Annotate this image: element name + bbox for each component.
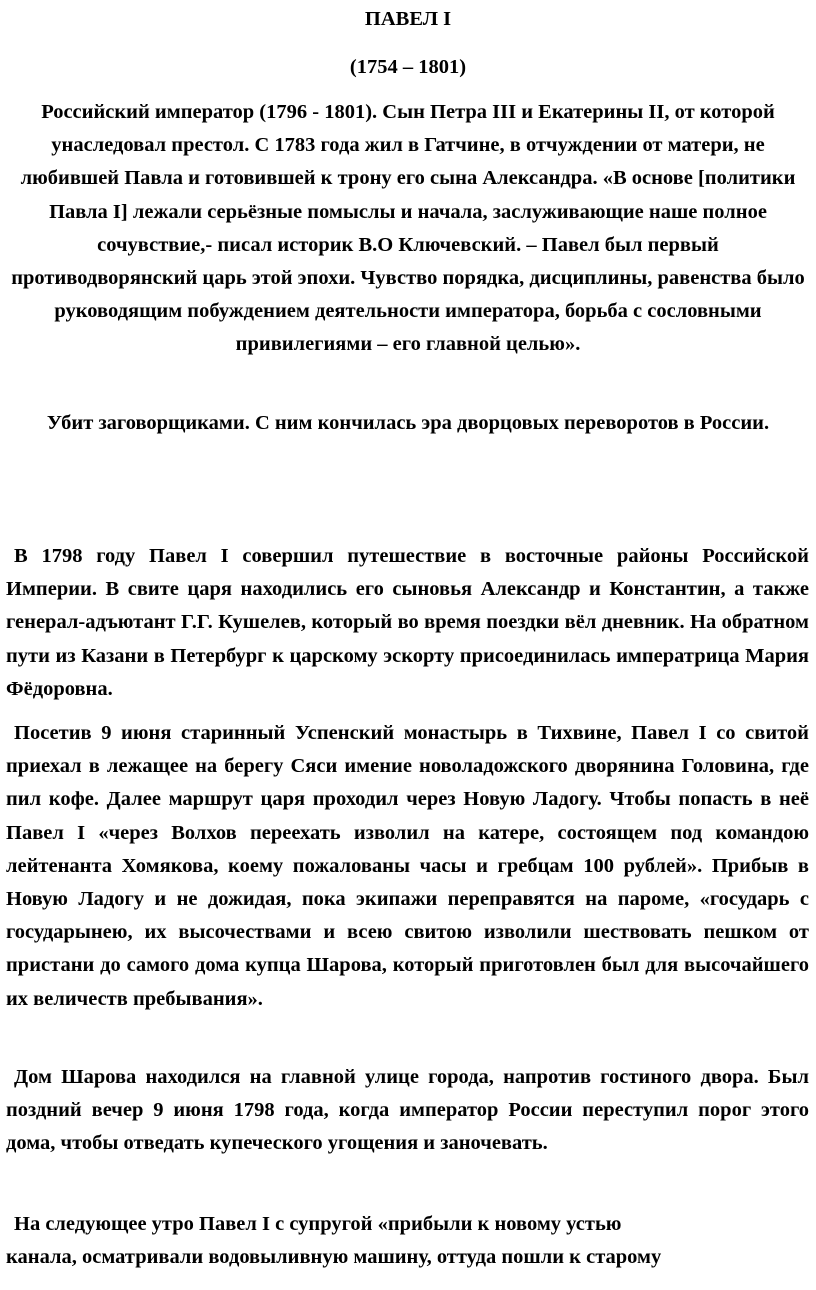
document-title: ПАВЕЛ I [364,8,452,30]
document-years: (1754 – 1801) [349,56,467,78]
body-paragraph-3: Дом Шарова находился на главной улице города, напротив гостиного двора. Был поздний вечер 9 июня 1798 года, когда император России переступил порог этого дома, чтобы отведать купеческого угощения и заночевать. [6,1066,809,1155]
body-paragraph-4-line-1: На следующее утро Павел I с супругой «прибыли к новому устью [14,1213,622,1235]
body-paragraph-2: Посетив 9 июня старинный Успенский монастырь в Тихвине, Павел I со свитой приехал в лежащее на берегу Сяси имение новоладожского дворянина Головина, где пил кофе. Далее маршрут царя проходил через Новую Ладогу. Чтобы попасть в неё Павел I «через Волхов переехать изволил на катере, состоящем под командою лейтенанта Хомякова, коему пожалованы часы и гребцам 100 рублей». Прибыв в Новую Ладогу и не дожидая, пока экипажи переправятся на пароме, «государь с государынею, их высочествами и всею свитою изволили шествовать пешком от пристани до самого дома купца Шарова, который приготовлен был для высочайшего их величеств пребывания». [6,722,809,1010]
body-paragraph-4-line-2: канала, осматривали водовыливную машину, оттуда пошли к старому [6,1246,662,1268]
death-paragraph: Убит заговорщиками. С ним кончилась эра дворцовых переворотов в России. [46,412,770,434]
body-paragraph-1: В 1798 году Павел I совершил путешествие в восточные районы Российской Империи. В свите царя находились его сыновья Александр и Константин, а также генерал-адъютант Г.Г. Кушелев, который во время поездки вёл дневник. На обратном пути из Казани в Петербург к царскому эскорту присоединилась императрица Мария Фёдоровна. [6,545,809,700]
intro-paragraph: Российский император (1796 - 1801). Сын Петра III и Екатерины II, от которой унаследовал престол. С 1783 года жил в Гатчине, в отчуждении от матери, не любившей Павла и готовившей к трону его сына Александра. «В основе [политики Павла I] лежали серьёзные помыслы и начала, заслуживающие наше полное сочувствие,- писал историк В.О Ключевский. – Павел был первый противодворянский царь этой эпохи. Чувство порядка, дисциплины, равенства было руководящим побуждением деятельности императора, борьба с сословными привилегиями – его главной целью». [11,101,805,356]
